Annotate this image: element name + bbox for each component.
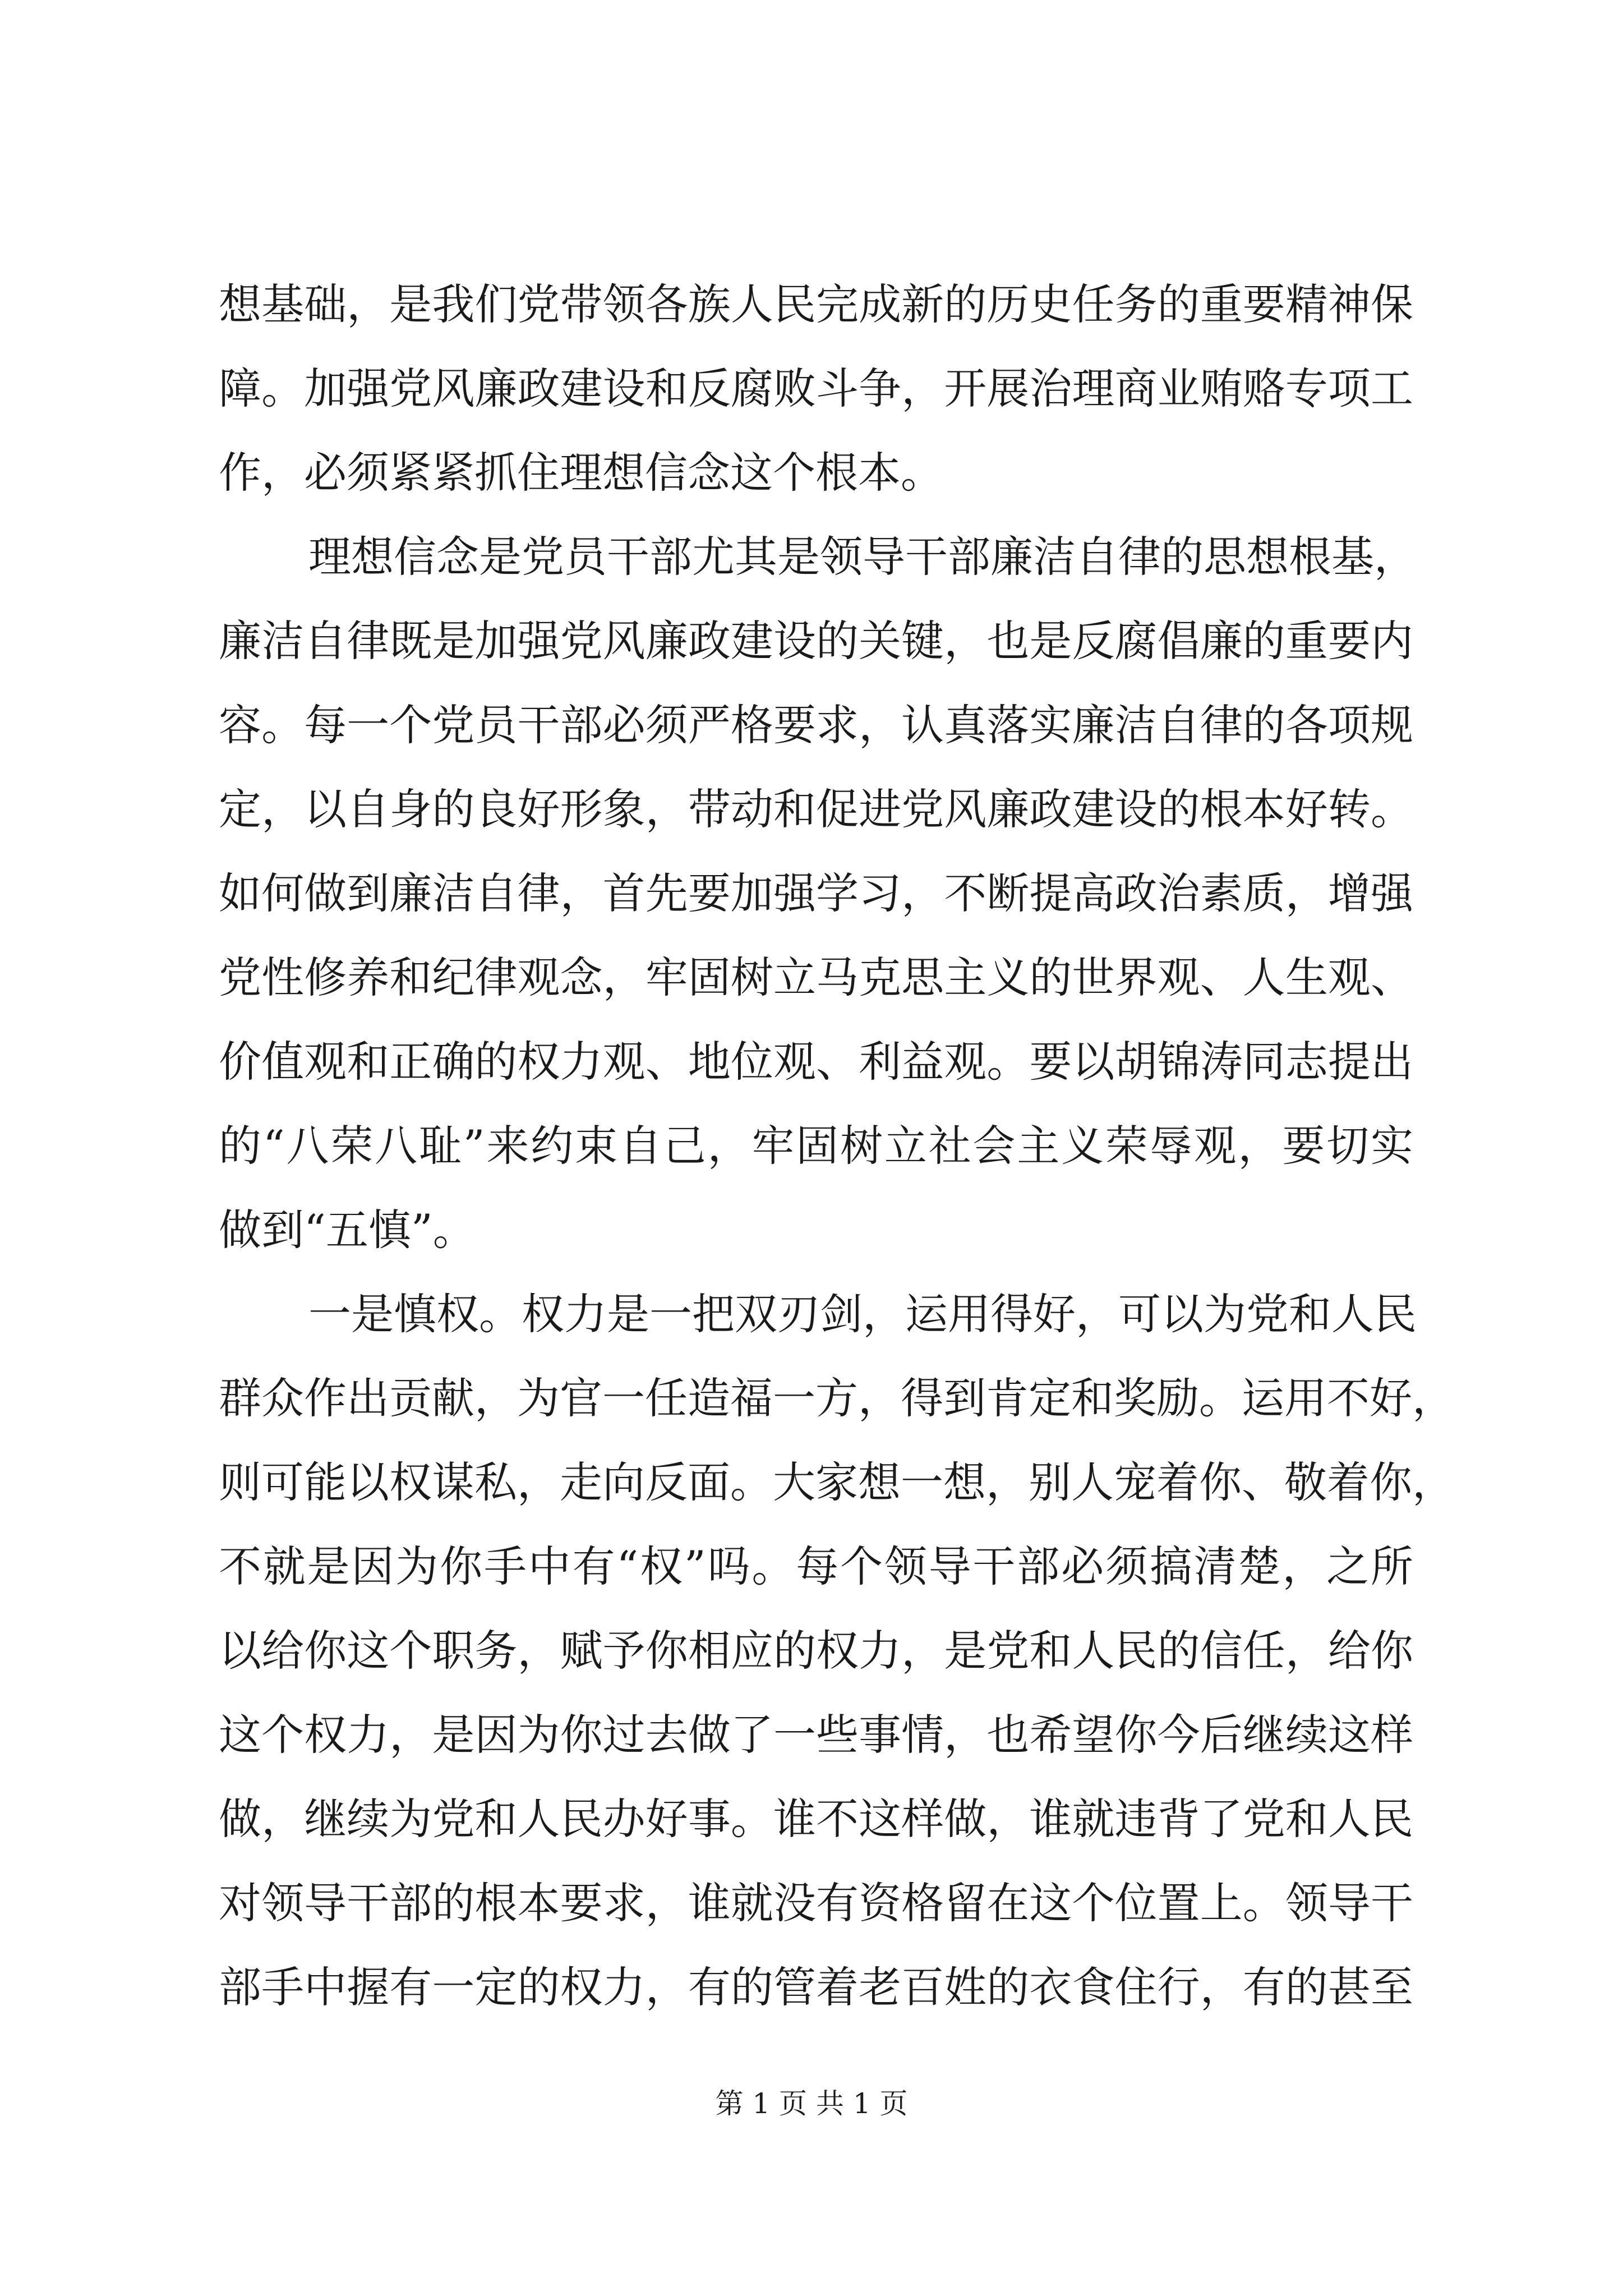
text-line: 做到“五慎”。	[219, 1205, 476, 1255]
text-line: 对领导干部的根本要求，谁就没有资格留在这个位置上。领导干	[219, 1878, 1413, 1928]
text-line: 想基础，是我们党带领各族人民完成新的历史任务的重要精神保	[219, 279, 1413, 329]
text-line: 容。每一个党员干部必须严格要求，认真落实廉洁自律的各项规	[219, 700, 1413, 750]
text-line: 做，继续为党和人民办好事。谁不这样做，谁就违背了党和人民	[219, 1794, 1413, 1844]
text-line: 以给你这个职务，赋予你相应的权力，是党和人民的信任，给你	[219, 1626, 1413, 1676]
paragraph	[219, 263, 1413, 515]
text-line: 不就是因为你手中有“权”吗。每个领导干部必须搞清楚，之所	[219, 1542, 1413, 1591]
text-line: 如何做到廉洁自律，首先要加强学习，不断提高政治素质，增强	[219, 868, 1413, 918]
text-line: 障。加强党风廉政建设和反腐败斗争，开展治理商业贿赂专项工	[219, 364, 1413, 413]
text-line: 则可能以权谋私，走向反面。大家想一想，别人宠着你、敬着你，	[219, 1457, 1455, 1507]
text-line: 一是慎权。权力是一把双刃剑，运用得好，可以为党和人民	[308, 1289, 1417, 1339]
text-line: 群众作出贡献，为官一任造福一方，得到肯定和奖励。运用不好，	[219, 1373, 1455, 1423]
text-line: 作，必须紧紧抓住理想信念这个根本。	[219, 448, 943, 498]
paragraph	[219, 515, 1417, 1272]
text-line: 这个权力，是因为你过去做了一些事情，也希望你今后继续这样	[219, 1710, 1413, 1760]
text-line: 部手中握有一定的权力，有的管着老百姓的衣食住行，有的甚至	[219, 1962, 1413, 2012]
text-line: 价值观和正确的权力观、地位观、利益观。要以胡锦涛同志提出	[219, 1037, 1413, 1087]
text-line: 的“八荣八耻”来约束自己，牢固树立社会主义荣辱观，要切实	[219, 1121, 1413, 1171]
text-line: 廉洁自律既是加强党风廉政建设的关键，也是反腐倡廉的重要内	[219, 616, 1413, 666]
body-text	[219, 263, 1455, 2030]
text-line: 党性修养和纪律观念，牢固树立马克思主义的世界观、人生观、	[219, 953, 1413, 1002]
text-line: 理想信念是党员干部尤其是领导干部廉洁自律的思想根基，	[308, 532, 1417, 582]
paragraph	[219, 1272, 1455, 2030]
page-number-label: 第 1 页 共 1 页	[715, 2087, 908, 2120]
text-line: 定，以自身的良好形象，带动和促进党风廉政建设的根本好转。	[219, 784, 1413, 834]
page-footer	[0, 2087, 1623, 2120]
